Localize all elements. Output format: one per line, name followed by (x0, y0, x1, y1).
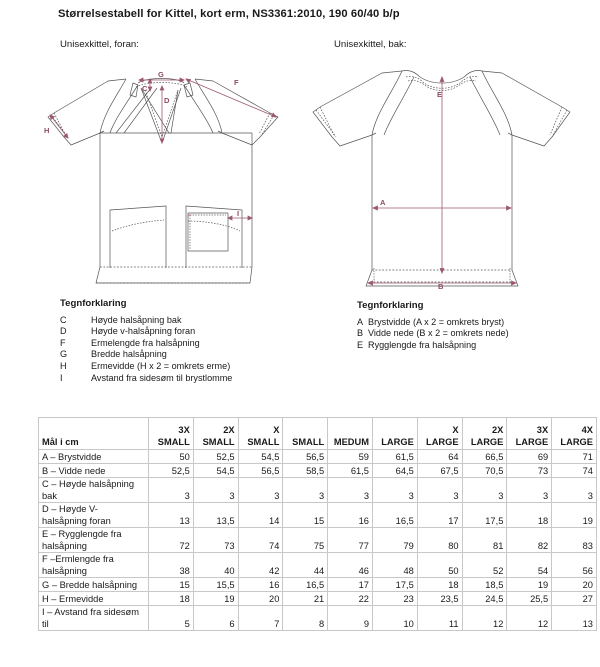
legend-row (60, 315, 232, 327)
header-size-bottom: SMALL (292, 437, 325, 447)
table-cell-value: 50 (417, 553, 462, 578)
row-measure-label: C – Høyde halsåpning bak (39, 478, 149, 503)
table-cell-value: 61,5 (372, 450, 417, 464)
svg-text:B: B (438, 282, 444, 290)
table-cell-value: 14 (238, 503, 283, 528)
table-cell-value: 19 (193, 592, 238, 606)
table-cell-value: 23 (372, 592, 417, 606)
table-cell-value: 3 (507, 478, 552, 503)
table-cell-value: 15 (149, 578, 194, 592)
header-size-bottom: LARGE (560, 437, 593, 447)
table-row (39, 606, 597, 631)
table-cell-value: 17,5 (372, 578, 417, 592)
table-cell-value: 80 (417, 528, 462, 553)
table-cell-value: 17,5 (462, 503, 507, 528)
table-cell-value: 52 (462, 553, 507, 578)
table-cell-value: 19 (552, 503, 597, 528)
row-measure-label: A – Brystvidde (39, 450, 149, 464)
garment-back-illustration (310, 55, 595, 290)
legend-key: I (60, 372, 63, 383)
table-row (39, 578, 597, 592)
table-cell-value: 3 (193, 478, 238, 503)
header-size-top: 2X (223, 425, 235, 435)
row-measure-label: D – Høyde V- halsåpning foran (39, 503, 149, 528)
table-cell-value: 19 (507, 578, 552, 592)
header-size-col (283, 418, 328, 450)
legend-text: Bredde halsåpning (91, 349, 167, 360)
table-cell-value: 16,5 (372, 503, 417, 528)
table-cell-value: 77 (328, 528, 373, 553)
table-cell-value: 10 (372, 606, 417, 631)
table-cell-value: 20 (552, 578, 597, 592)
table-cell-value: 8 (283, 606, 328, 631)
svg-text:A: A (380, 198, 386, 207)
table-cell-value: 24,5 (462, 592, 507, 606)
table-cell-value: 74 (552, 464, 597, 478)
table-row (39, 592, 597, 606)
table-cell-value: 17 (417, 503, 462, 528)
table-header-row (39, 418, 597, 450)
table-cell-value: 72 (149, 528, 194, 553)
table-cell-value: 64,5 (372, 464, 417, 478)
legend-key: H (60, 360, 67, 371)
legend-front-title: Tegnforklaring (60, 298, 127, 309)
row-measure-label: E – Rygglengde fra halsåpning (39, 528, 149, 553)
table-cell-value: 59 (328, 450, 373, 464)
header-size-col (193, 418, 238, 450)
svg-text:G: G (158, 70, 164, 79)
table-cell-value: 18 (417, 578, 462, 592)
row-measure-label: F –Ermlengde fra halsåpning (39, 553, 149, 578)
table-row (39, 503, 597, 528)
header-size-bottom: SMALL (157, 437, 190, 447)
legend-row (60, 326, 232, 338)
table-cell-value: 3 (417, 478, 462, 503)
table-cell-value: 67,5 (417, 464, 462, 478)
svg-text:E: E (437, 90, 443, 99)
table-cell-value: 82 (507, 528, 552, 553)
header-size-top: 3X (178, 425, 190, 435)
table-row (39, 553, 597, 578)
legend-text: Brystvidde (A x 2 = omkrets bryst) (368, 316, 505, 327)
header-size-col (417, 418, 462, 450)
table-cell-value: 15,5 (193, 578, 238, 592)
legend-key: E (357, 339, 364, 350)
table-cell-value: 61,5 (328, 464, 373, 478)
table-cell-value: 12 (507, 606, 552, 631)
table-cell-value: 27 (552, 592, 597, 606)
header-measure-label: Mål i cm (39, 418, 149, 450)
legend-row (357, 317, 509, 329)
table-cell-value: 54,5 (193, 464, 238, 478)
table-cell-value: 13 (149, 503, 194, 528)
legend-key: A (357, 316, 364, 327)
legend-text: Høyde halsåpning bak (91, 314, 182, 325)
legend-row (60, 373, 232, 385)
table-cell-value: 11 (417, 606, 462, 631)
page-title: Størrelsestabell for Kittel, kort erm, NS3361:2010, 190 60/40 b/p (58, 8, 400, 20)
caption-front-view: Unisexkittel, foran: (60, 39, 139, 50)
table-cell-value: 40 (193, 553, 238, 578)
table-cell-value: 69 (507, 450, 552, 464)
header-size-bottom: MEDUM (333, 437, 369, 447)
legend-key: C (60, 314, 67, 325)
header-size-top: 3X (536, 425, 549, 435)
row-measure-label: G – Bredde halsåpning (39, 578, 149, 592)
table-cell-value: 20 (238, 592, 283, 606)
row-measure-label: B – Vidde nede (39, 464, 149, 478)
table-cell-value: 81 (462, 528, 507, 553)
header-size-top: X (452, 425, 459, 435)
table-cell-value: 3 (328, 478, 373, 503)
table-cell-value: 52,5 (149, 464, 194, 478)
table-cell-value: 83 (552, 528, 597, 553)
size-table (38, 417, 597, 631)
table-cell-value: 74 (238, 528, 283, 553)
table-cell-value: 18,5 (462, 578, 507, 592)
table-cell-value: 18 (149, 592, 194, 606)
table-cell-value: 16 (328, 503, 373, 528)
legend-text: Rygglengde fra halsåpning (368, 339, 477, 350)
table-cell-value: 56,5 (283, 450, 328, 464)
legend-text: Vidde nede (B x 2 = omkrets nede) (368, 328, 509, 339)
header-size-top: 4X (581, 425, 593, 435)
table-cell-value: 75 (283, 528, 328, 553)
header-size-bottom: SMALL (202, 437, 235, 447)
legend-front (60, 298, 232, 384)
svg-text:I: I (237, 209, 240, 218)
row-measure-label: I – Avstand fra sidesøm til (39, 606, 149, 631)
table-cell-value: 64 (417, 450, 462, 464)
table-cell-value: 6 (193, 606, 238, 631)
header-size-col (507, 418, 552, 450)
legend-key: F (60, 337, 66, 348)
header-size-col (149, 418, 194, 450)
table-cell-value: 9 (328, 606, 373, 631)
table-cell-value: 16 (238, 578, 283, 592)
legend-back-title: Tegnforklaring (357, 300, 424, 311)
header-size-top: X (273, 425, 280, 435)
legend-text: Ermevidde (H x 2 = omkrets erme) (91, 360, 231, 371)
table-row (39, 478, 597, 503)
legend-text: Høyde v-halsåpning foran (91, 326, 196, 337)
legend-row (60, 338, 232, 350)
legend-back (357, 300, 509, 351)
header-size-col (328, 418, 373, 450)
header-size-bottom: LARGE (381, 437, 414, 447)
table-cell-value: 13,5 (193, 503, 238, 528)
table-cell-value: 38 (149, 553, 194, 578)
table-cell-value: 16,5 (283, 578, 328, 592)
table-row (39, 450, 597, 464)
table-cell-value: 3 (238, 478, 283, 503)
header-size-col (462, 418, 507, 450)
svg-text:C: C (142, 84, 148, 93)
header-size-top: 2X (492, 425, 504, 435)
table-cell-value: 25,5 (507, 592, 552, 606)
header-size-bottom: SMALL (247, 437, 280, 447)
table-cell-value: 22 (328, 592, 373, 606)
caption-back-view: Unisexkittel, bak: (334, 39, 407, 50)
table-cell-value: 66,5 (462, 450, 507, 464)
table-cell-value: 73 (507, 464, 552, 478)
size-table-container (38, 417, 596, 631)
table-cell-value: 3 (372, 478, 417, 503)
table-cell-value: 3 (552, 478, 597, 503)
header-size-bottom: LARGE (515, 437, 549, 447)
table-cell-value: 7 (238, 606, 283, 631)
header-size-col (372, 418, 417, 450)
table-cell-value: 56,5 (238, 464, 283, 478)
table-cell-value: 48 (372, 553, 417, 578)
table-cell-value: 52,5 (193, 450, 238, 464)
table-cell-value: 54,5 (238, 450, 283, 464)
table-cell-value: 17 (328, 578, 373, 592)
table-cell-value: 23,5 (417, 592, 462, 606)
table-cell-value: 12 (462, 606, 507, 631)
garment-front-illustration (38, 55, 308, 290)
table-row (39, 464, 597, 478)
table-cell-value: 15 (283, 503, 328, 528)
table-cell-value: 42 (238, 553, 283, 578)
legend-row (60, 361, 232, 373)
table-cell-value: 50 (149, 450, 194, 464)
table-cell-value: 13 (552, 606, 597, 631)
legend-key: D (60, 326, 67, 337)
header-size-col (238, 418, 283, 450)
legend-text: Ermelengde fra halsåpning (91, 337, 200, 348)
legend-row (60, 349, 232, 361)
table-cell-value: 3 (283, 478, 328, 503)
table-cell-value: 3 (149, 478, 194, 503)
header-size-bottom: LARGE (470, 437, 504, 447)
table-cell-value: 73 (193, 528, 238, 553)
legend-key: B (357, 328, 364, 339)
table-cell-value: 54 (507, 553, 552, 578)
table-cell-value: 21 (283, 592, 328, 606)
header-size-bottom: LARGE (426, 437, 459, 447)
table-cell-value: 79 (372, 528, 417, 553)
table-cell-value: 18 (507, 503, 552, 528)
table-cell-value: 56 (552, 553, 597, 578)
legend-key: G (60, 349, 68, 360)
table-cell-value: 44 (283, 553, 328, 578)
table-row (39, 528, 597, 553)
table-cell-value: 46 (328, 553, 373, 578)
header-size-col (552, 418, 597, 450)
legend-text: Avstand fra sidesøm til brystlomme (91, 372, 233, 383)
legend-row (357, 328, 509, 340)
table-cell-value: 71 (552, 450, 597, 464)
svg-text:H: H (44, 126, 50, 135)
table-cell-value: 5 (149, 606, 194, 631)
row-measure-label: H – Ermevidde (39, 592, 149, 606)
table-cell-value: 58,5 (283, 464, 328, 478)
table-cell-value: 70,5 (462, 464, 507, 478)
table-cell-value: 3 (462, 478, 507, 503)
svg-text:F: F (234, 78, 239, 87)
svg-text:D: D (164, 96, 170, 105)
legend-row (357, 340, 509, 352)
